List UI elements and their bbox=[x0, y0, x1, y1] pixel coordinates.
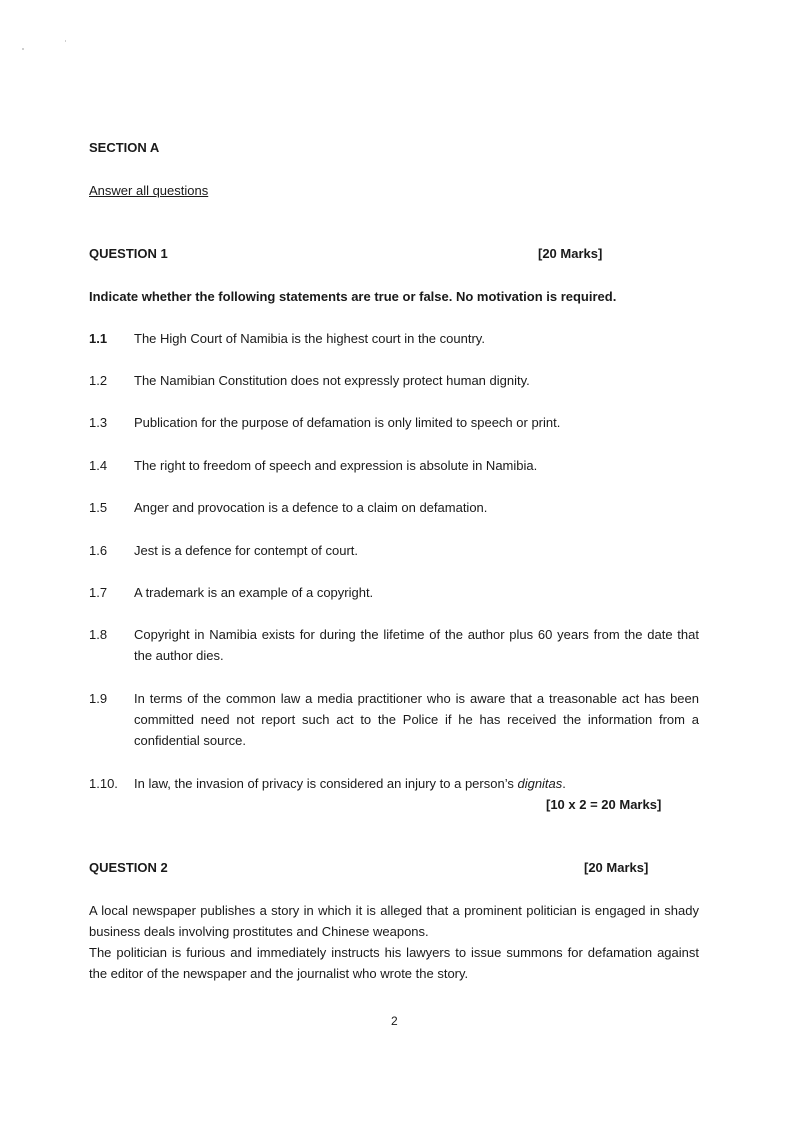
item-text: In terms of the common law a media practitioner who is aware that a treasonable act has been committed need not report such act to the Police if he has received the information from a confidential source. bbox=[134, 691, 699, 748]
item-text: The Namibian Constitution does not expressly protect human dignity. bbox=[134, 373, 530, 388]
item-text: Anger and provocation is a defence to a claim on defamation. bbox=[134, 500, 488, 515]
item-number: 1.4 bbox=[89, 458, 108, 473]
item-text: Copyright in Namibia exists for during the lifetime of the author plus 60 years from the date that the author dies. bbox=[134, 627, 699, 663]
item-number: 1.6 bbox=[89, 543, 108, 558]
item-text-part: In law, the invasion of privacy is considered an injury to a person’s bbox=[134, 776, 518, 791]
item-text: A trademark is an example of a copyright. bbox=[134, 585, 374, 600]
item-number: 1.2 bbox=[89, 373, 108, 388]
item-number: 1.3 bbox=[89, 415, 108, 430]
item-text bbox=[134, 773, 699, 794]
question-1-total: [10 x 2 = 20 Marks] bbox=[546, 797, 662, 812]
item-text: Jest is a defence for contempt of court. bbox=[134, 543, 359, 558]
question-1-instruction: Indicate whether the following statements are true or false. No motivation is required. bbox=[89, 289, 617, 304]
item-text-part: . bbox=[562, 776, 566, 791]
question-1-marks: [20 Marks] bbox=[538, 246, 603, 261]
item-number: 1.10. bbox=[89, 776, 118, 791]
question-2-paragraph: The politician is furious and immediately instructs his lawyers to issue summons for defamation against the editor of the newspaper and the journalist who wrote the story. bbox=[89, 945, 699, 981]
question-1-title: QUESTION 1 bbox=[89, 246, 168, 261]
item-text: The High Court of Namibia is the highest court in the country. bbox=[134, 331, 485, 346]
item-text-italic: dignitas bbox=[517, 776, 563, 791]
question-2-title: QUESTION 2 bbox=[89, 860, 168, 875]
section-title: SECTION A bbox=[89, 140, 160, 155]
question-2-paragraph: A local newspaper publishes a story in which it is alleged that a prominent politician is engaged in shady business deals involving prostitutes and Chinese weapons. bbox=[89, 903, 699, 939]
item-number: 1.7 bbox=[89, 585, 108, 600]
item-number: 1.9 bbox=[89, 691, 108, 706]
item-number: 1.8 bbox=[89, 627, 108, 642]
page-number: 2 bbox=[391, 1014, 398, 1028]
item-number: 1.5 bbox=[89, 500, 108, 515]
instruction-answer-all: Answer all questions bbox=[89, 183, 209, 198]
question-2-marks: [20 Marks] bbox=[584, 860, 649, 875]
item-text: The right to freedom of speech and expression is absolute in Namibia. bbox=[134, 458, 538, 473]
item-number: 1.1 bbox=[89, 331, 108, 346]
item-text: Publication for the purpose of defamation is only limited to speech or print. bbox=[134, 415, 561, 430]
